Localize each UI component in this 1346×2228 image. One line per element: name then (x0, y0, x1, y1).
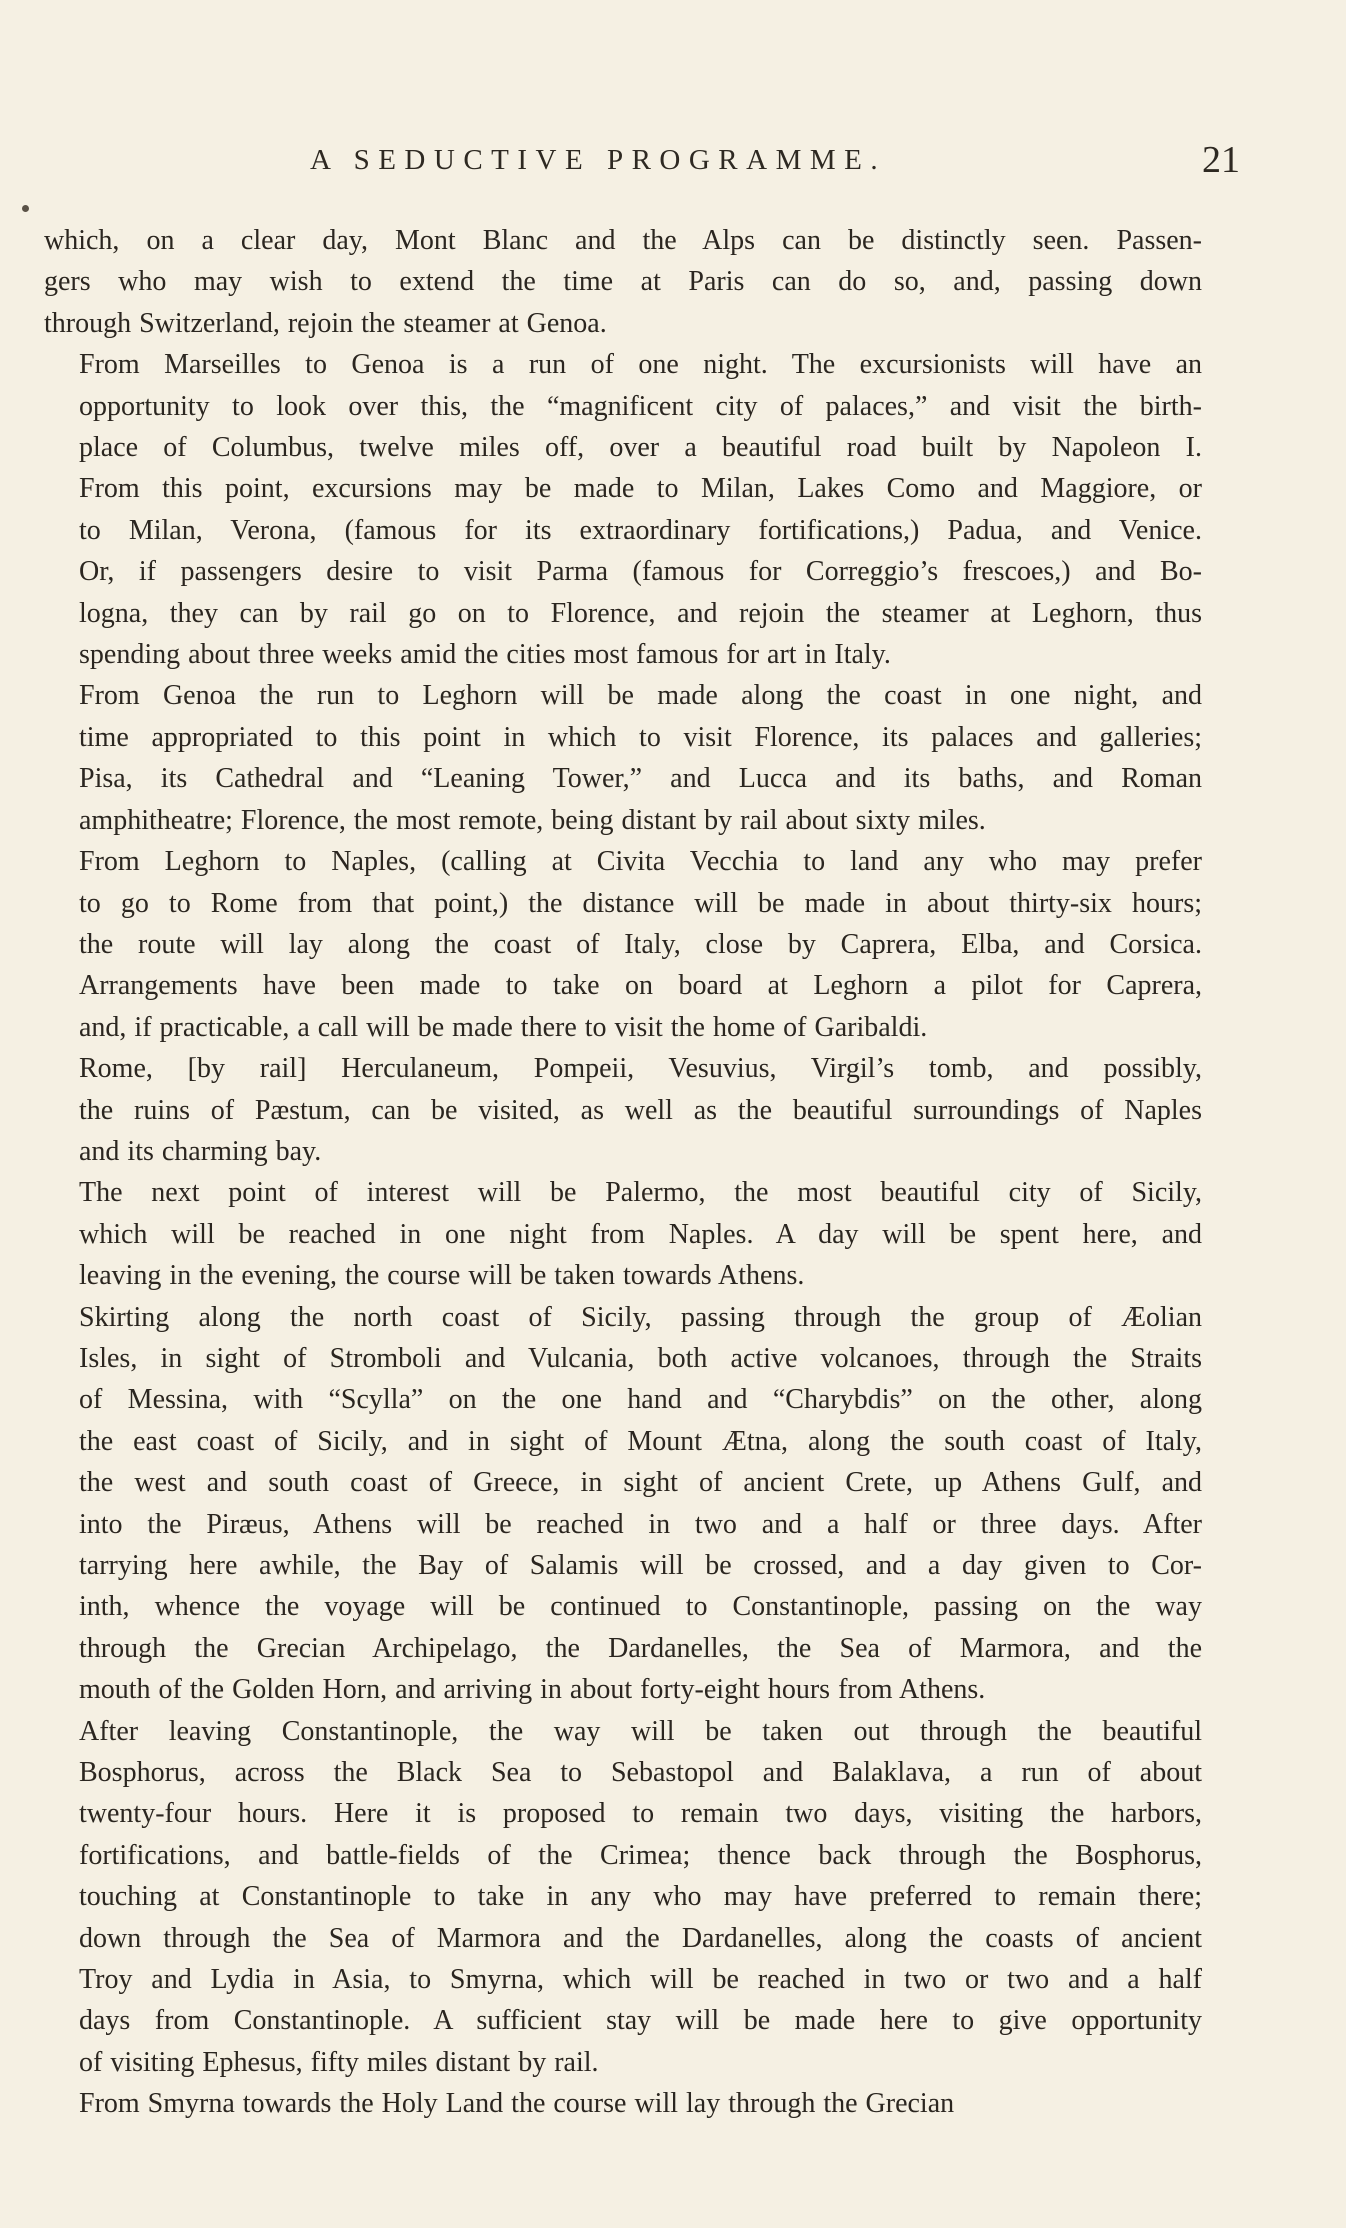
text-line: to go to Rome from that point,) the distance will be made in about thirty-six hours; (79, 887, 1202, 919)
text-line: and its charming bay. (79, 1135, 322, 1167)
paragraph (44, 220, 1202, 344)
text-line: The next point of interest will be Palermo, the most beautiful city of Sicily, (79, 1177, 1202, 1209)
text-line: Arrangements have been made to take on board at Leghorn a pilot for Caprera, (79, 970, 1202, 1002)
running-title: A SEDUCTIVE PROGRAMME. (310, 144, 887, 176)
text-line: days from Constantinople. A sufficient stay will be made here to give opportunity (79, 2005, 1202, 2037)
paragraph (44, 1711, 1202, 2084)
text-line: time appropriated to this point in which to visit Florence, its palaces and galleries; (79, 721, 1202, 753)
paragraph (44, 1048, 1202, 1172)
paragraph (44, 1297, 1202, 1711)
text-line: through Switzerland, rejoin the steamer at Genoa. (44, 307, 607, 339)
text-line: mouth of the Golden Horn, and arriving in about forty-eight hours from Athens. (79, 1674, 986, 1706)
text-line: the west and south coast of Greece, in sight of ancient Crete, up Athens Gulf, and (79, 1467, 1202, 1499)
paragraph (44, 344, 1202, 675)
text-line: leaving in the evening, the course will be taken towards Athens. (79, 1260, 805, 1292)
text-line: through the Grecian Archipelago, the Dardanelles, the Sea of Marmora, and the (79, 1632, 1202, 1664)
text-line: From Marseilles to Genoa is a run of one night. The excursionists will have an (79, 349, 1202, 381)
text-line: and, if practicable, a call will be made there to visit the home of Garibaldi. (79, 1011, 928, 1043)
text-line: Skirting along the north coast of Sicily, passing through the group of Æolian (79, 1301, 1202, 1333)
text-line: From this point, excursions may be made to Milan, Lakes Como and Maggiore, or (79, 473, 1202, 505)
text-line: fortifications, and battle-fields of the Crimea; thence back through the Bosphorus, (79, 1839, 1202, 1871)
running-head (40, 140, 1240, 190)
text-line: which, on a clear day, Mont Blanc and the Alps can be distinctly seen. Passen- (44, 225, 1202, 256)
text-line: logna, they can by rail go on to Florence, and rejoin the steamer at Leghorn, thus (79, 597, 1202, 629)
text-line: Pisa, its Cathedral and “Leaning Tower,” and Lucca and its baths, and Roman (79, 763, 1202, 795)
paragraph (44, 675, 1202, 841)
text-line: After leaving Constantinople, the way will be taken out through the beautiful (79, 1715, 1202, 1747)
text-line: the ruins of Pæstum, can be visited, as well as the beautiful surroundings of Naples (79, 1094, 1202, 1126)
paragraph (44, 841, 1202, 1048)
text-line: gers who may wish to extend the time at Paris can do so, and, passing down (44, 266, 1202, 298)
text-line: place of Columbus, twelve miles off, over a beautiful road built by Napoleon I. (79, 432, 1202, 464)
text-line: the east coast of Sicily, and in sight of Mount Ætna, along the south coast of Italy, (79, 1425, 1202, 1457)
text-line: which will be reached in one night from Naples. A day will be spent here, and (79, 1218, 1202, 1250)
text-line: Or, if passengers desire to visit Parma (famous for Correggio’s frescoes,) and Bo- (79, 556, 1202, 588)
text-line: to Milan, Verona, (famous for its extraordinary fortifications,) Padua, and Venice. (79, 514, 1202, 546)
text-line: Bosphorus, across the Black Sea to Sebastopol and Balaklava, a run of about (79, 1757, 1202, 1789)
text-line: twenty-four hours. Here it is proposed to remain two days, visiting the harbors, (79, 1798, 1202, 1830)
text-line: From Genoa the run to Leghorn will be made along the coast in one night, and (79, 680, 1202, 712)
text-line: the route will lay along the coast of Italy, close by Caprera, Elba, and Corsica. (79, 928, 1202, 960)
page-number: 21 (1202, 139, 1240, 181)
text-line: tarrying here awhile, the Bay of Salamis will be crossed, and a day given to Cor- (79, 1550, 1202, 1581)
text-line: into the Piræus, Athens will be reached in two and a half or three days. After (79, 1508, 1202, 1540)
paragraph (44, 2083, 1202, 2124)
text-line: inth, whence the voyage will be continued to Constantinople, passing on the way (79, 1591, 1202, 1623)
text-line: opportunity to look over this, the “magnificent city of palaces,” and visit the birth- (79, 390, 1202, 422)
text-line: spending about three weeks amid the cities most famous for art in Italy. (79, 639, 891, 671)
text-line: touching at Constantinople to take in any who may have preferred to remain there; (79, 1881, 1202, 1913)
text-line: down through the Sea of Marmora and the Dardanelles, along the coasts of ancient (79, 1922, 1202, 1954)
text-line: Troy and Lydia in Asia, to Smyrna, which will be reached in two or two and a half (79, 1964, 1202, 1996)
text-line: of Messina, with “Scylla” on the one hand and “Charybdis” on the other, along (79, 1384, 1202, 1416)
text-line: From Leghorn to Naples, (calling at Civita Vecchia to land any who may prefer (79, 846, 1202, 878)
text-line: of visiting Ephesus, fifty miles distant by rail. (79, 2046, 599, 2078)
paragraph (44, 1172, 1202, 1296)
text-line: Isles, in sight of Stromboli and Vulcania, both active volcanoes, through the Straits (79, 1342, 1202, 1374)
text-line: Rome, [by rail] Herculaneum, Pompeii, Vesuvius, Virgil’s tomb, and possibly, (79, 1053, 1202, 1085)
ink-speck (22, 205, 29, 212)
body-text (44, 220, 1202, 2125)
text-line: From Smyrna towards the Holy Land the course will lay through the Grecian (79, 2088, 955, 2120)
text-line: amphitheatre; Florence, the most remote, being distant by rail about sixty miles. (79, 804, 986, 836)
